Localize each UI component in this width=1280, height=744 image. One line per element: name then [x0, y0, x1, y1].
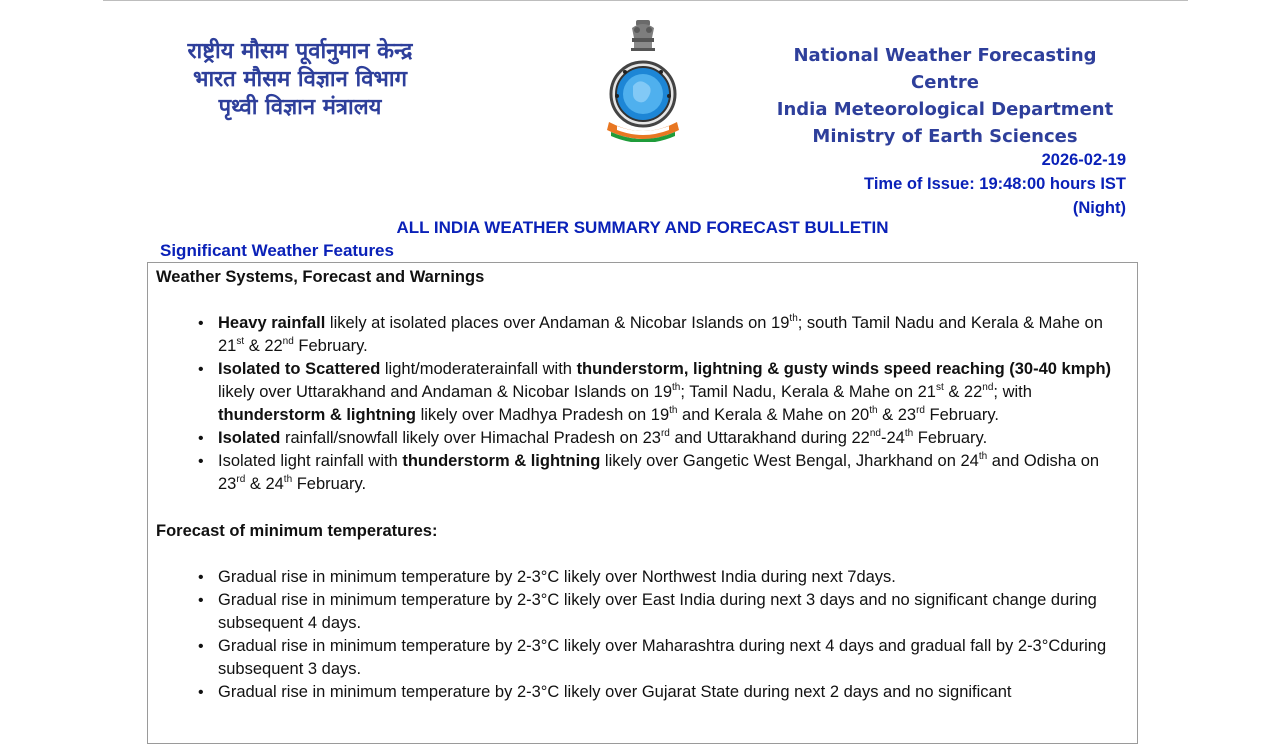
imd-emblem-icon	[603, 16, 683, 142]
issue-date: 2026-02-19	[1041, 151, 1126, 169]
list-item: • Isolated rainfall/snowfall likely over Himachal Pradesh on 23rd and Uttarakhand during 22nd-24th February.	[218, 427, 1128, 450]
hindi-line-1: राष्ट्रीय मौसम पूर्वानुमान केन्द्र	[187, 39, 413, 64]
min-temp-list	[156, 566, 1128, 704]
list-item: • Gradual rise in minimum temperature by 2-3°C likely over Gujarat State during next 2 days and no significant	[218, 681, 1128, 704]
hindi-header	[150, 38, 450, 122]
list-item: • Isolated light rainfall with thunderstorm & lightning likely over Gangetic West Bengal, Jharkhand on 24th and Odisha on 23rd & 24th February.	[218, 450, 1128, 496]
english-line-2: India Meteorological Department	[776, 99, 1114, 120]
top-rule	[103, 0, 1188, 1]
bulletin-title: ALL INDIA WEATHER SUMMARY AND FORECAST BULLETIN	[396, 218, 889, 237]
english-header	[760, 42, 1130, 150]
features-box	[147, 262, 1138, 744]
section-title: Significant Weather Features	[160, 241, 394, 260]
issue-period: (Night)	[1072, 199, 1126, 217]
weather-systems-list	[156, 312, 1128, 496]
hindi-line-3: पृथ्वी विज्ञान मंत्रालय	[218, 95, 382, 120]
issue-info	[864, 148, 1126, 220]
issue-time: Time of Issue: 19:48:00 hours IST	[864, 175, 1126, 193]
list-item: • Gradual rise in minimum temperature by 2-3°C likely over Northwest India during next 7days.	[218, 566, 1128, 589]
list-item: • Isolated to Scattered light/moderaterainfall with thunderstorm, lightning & gusty winds speed reaching (30-40 kmph) likely over Uttarakhand and Andaman & Nicobar Islands on 19th; Tamil Nadu, Kerala & Mahe on 21st & 22nd; with thunderstorm & lightning likely over Madhya Pradesh on 19th and Kerala & Mahe on 20th & 23rd February.	[218, 358, 1128, 427]
hindi-line-2: भारत मौसम विज्ञान विभाग	[193, 67, 407, 92]
min-temp-heading: Forecast of minimum temperatures:	[156, 522, 438, 540]
list-item: • Heavy rainfall likely at isolated places over Andaman & Nicobar Islands on 19th; south Tamil Nadu and Kerala & Mahe on 21st & 22nd February.	[218, 312, 1128, 358]
list-item: • Gradual rise in minimum temperature by 2-3°C likely over Maharashtra during next 4 days and gradual fall by 2-3°Cduring subsequent 3 days.	[218, 635, 1128, 681]
list-item: • Gradual rise in minimum temperature by 2-3°C likely over East India during next 3 days and no significant change during subsequent 4 days.	[218, 589, 1128, 635]
english-line-3: Ministry of Earth Sciences	[812, 126, 1078, 147]
weather-systems-heading: Weather Systems, Forecast and Warnings	[156, 268, 485, 286]
english-line-1: National Weather Forecasting Centre	[793, 45, 1097, 93]
